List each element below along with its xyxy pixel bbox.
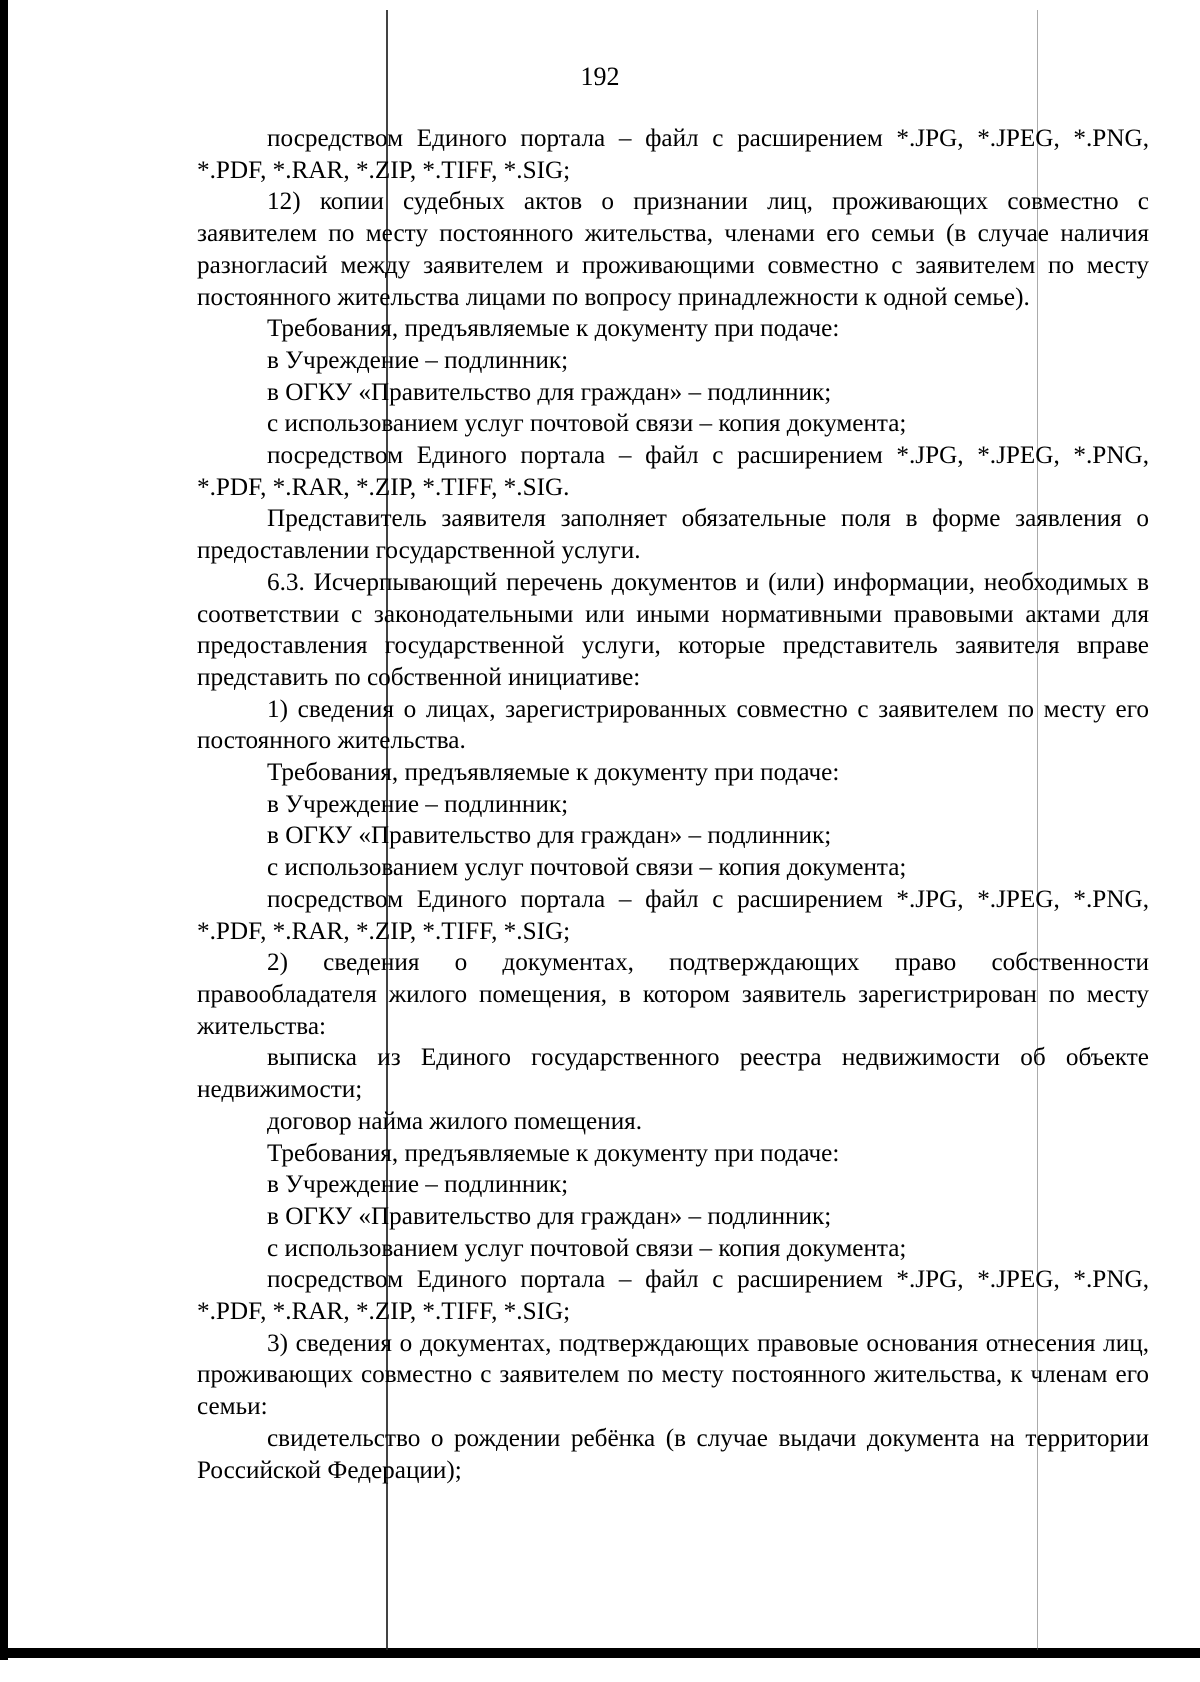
document-body [197, 123, 1149, 1486]
paragraph: 3) сведения о документах, подтверждающих правовые основания отнесения лиц, проживающих совместно с заявителем по месту постоянного жительства, к членам его семьи: [197, 1329, 1149, 1421]
paragraph: с использованием услуг почтовой связи – копия документа; [267, 1234, 907, 1262]
paragraph: в Учреждение – подлинник; [267, 790, 569, 818]
page-number: 192 [580, 62, 620, 91]
paragraph: в Учреждение – подлинник; [267, 346, 569, 374]
paragraph: посредством Единого портала – файл с расширением *.JPG, *.JPEG, *.PNG, *.PDF, *.RAR, *.ZIP, *.TIFF, *.SIG; [197, 885, 1149, 945]
paragraph: 1) сведения о лицах, зарегистрированных совместно с заявителем по месту его постоянного жительства. [197, 695, 1149, 755]
paragraph: посредством Единого портала – файл с расширением *.JPG, *.JPEG, *.PNG, *.PDF, *.RAR, *.ZIP, *.TIFF, *.SIG. [197, 442, 1149, 501]
paragraph: свидетельство о рождении ребёнка (в случае выдачи документа на территории Российской Федерации); [197, 1424, 1149, 1484]
scan-left-border [0, 0, 8, 1660]
paragraph: 6.3. Исчерпывающий перечень документов и (или) информации, необходимых в соответствии с законодательными или иными нормативными правовыми актами для предоставления государственной услуги, которые представитель заявителя вправе представить по собственной инициативе: [197, 568, 1149, 691]
scan-bottom-border [0, 1648, 1200, 1658]
paragraph: посредством Единого портала – файл с расширением *.JPG, *.JPEG, *.PNG, *.PDF, *.RAR, *.ZIP, *.TIFF, *.SIG; [197, 1266, 1149, 1326]
paragraph: в ОГКУ «Правительство для граждан» – подлинник; [267, 1202, 832, 1230]
paragraph: посредством Единого портала – файл с расширением *.JPG, *.JPEG, *.PNG, *.PDF, *.RAR, *.ZIP, *.TIFF, *.SIG; [197, 125, 1149, 184]
paragraph: с использованием услуг почтовой связи – копия документа; [267, 854, 907, 882]
paragraph: 12) копии судебных актов о признании лиц, проживающих совместно с заявителем по месту постоянного жительства, членами его семьи (в случае наличия разногласий между заявителем и проживающими совместно с заявителем по месту постоянного жительства лицами по вопросу принадлежности к одной семье). [197, 188, 1149, 311]
paragraph: договор найма жилого помещения. [267, 1107, 643, 1135]
paragraph: 2) сведения о документах, подтверждающих право собственности правообладателя жилого помещения, в котором заявитель зарегистрирован по месту жительства: [197, 949, 1149, 1040]
paragraph: в ОГКУ «Правительство для граждан» – подлинник; [267, 378, 832, 406]
paragraph: Требования, предъявляемые к документу при подаче: [267, 315, 840, 343]
paragraph: с использованием услуг почтовой связи – копия документа; [267, 410, 907, 438]
paragraph: выписка из Единого государственного реестра недвижимости об объекте недвижимости; [197, 1044, 1149, 1104]
paragraph: Требования, предъявляемые к документу при подаче: [267, 1139, 840, 1167]
paragraph: Представитель заявителя заполняет обязательные поля в форме заявления о предоставлении государственной услуги. [197, 505, 1149, 565]
paragraph: в ОГКУ «Правительство для граждан» – подлинник; [267, 822, 832, 850]
paragraph: в Учреждение – подлинник; [267, 1171, 569, 1199]
paragraph: Требования, предъявляемые к документу при подаче: [267, 759, 840, 787]
